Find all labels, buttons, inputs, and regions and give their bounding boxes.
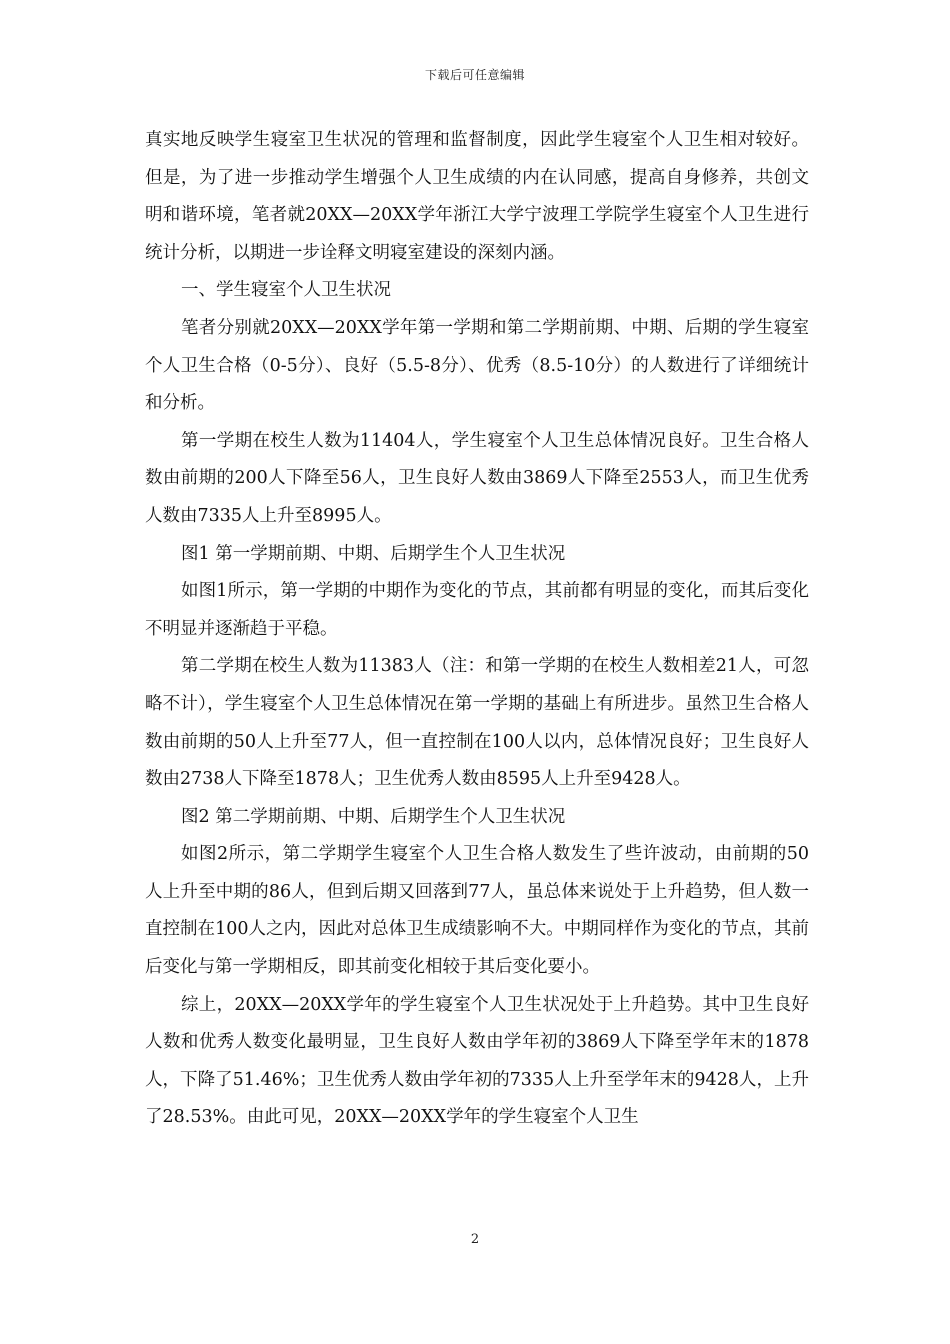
paragraph: 综上，20XX—20XX学年的学生寝室个人卫生状况处于上升趋势。其中卫生良好人数和优秀人数变化最明显，卫生良好人数由学年初的3869人下降至学年末的1878人，下降了51.46%；卫生优秀人数由学年初的7335人上升至学年末的9428人，上升了28.53%。由此可见，20XX—20XX学年的学生寝室个人卫生 — [145, 994, 809, 1128]
page-number: 2 — [470, 1232, 480, 1247]
figure-caption: 图1 第一学期前期、中期、后期学生个人卫生状况 — [181, 543, 566, 564]
paragraph: 第一学期在校生人数为11404人，学生寝室个人卫生总体情况良好。卫生合格人数由前期的200人下降至56人，卫生良好人数由3869人下降至2553人，而卫生优秀人数由7335人上升至8995人。 — [145, 430, 809, 526]
page-header: 下载后可任意编辑 — [424, 68, 525, 82]
paragraph-intro-continued: 真实地反映学生寝室卫生状况的管理和监督制度，因此学生寝室个人卫生相对较好。但是，为了进一步推动学生增强个人卫生成绩的内在认同感，提高自身修养，共创文明和谐环境，笔者就20XX—20XX学年浙江大学宁波理工学院学生寝室个人卫生进行统计分析，以期进一步诠释文明寝室建设的深刻内涵。 — [145, 130, 809, 263]
paragraph: 笔者分别就20XX—20XX学年第一学期和第二学期前期、中期、后期的学生寝室个人卫生合格（0-5分）、良好（5.5-8分）、优秀（8.5-10分）的人数进行了详细统计和分析。 — [145, 317, 809, 414]
paragraph: 如图1所示，第一学期的中期作为变化的节点，其前都有明显的变化，而其后变化不明显并逐渐趋于平稳。 — [145, 581, 809, 639]
paragraph: 第二学期在校生人数为11383人（注：和第一学期的在校生人数相差21人，可忽略不计），学生寝室个人卫生总体情况在第一学期的基础上有所进步。虽然卫生合格人数由前期的50人上升至77人，但一直控制在100人以内，总体情况良好；卫生良好人数由2738人下降至1878人；卫生优秀人数由8595人上升至9428人。 — [145, 656, 809, 790]
section-heading: 一、学生寝室个人卫生状况 — [181, 280, 391, 301]
paragraph: 如图2所示，第二学期学生寝室个人卫生合格人数发生了些许波动，由前期的50人上升至中期的86人，但到后期又回落到77人，虽总体来说处于上升趋势，但人数一直控制在100人之内，因此对总体卫生成绩影响不大。中期同样作为变化的节点，其前后变化与第一学期相反，即其前变化相较于其后变化要小。 — [145, 844, 809, 978]
document-body — [145, 122, 809, 1137]
figure-caption: 图2 第二学期前期、中期、后期学生个人卫生状况 — [181, 806, 566, 827]
